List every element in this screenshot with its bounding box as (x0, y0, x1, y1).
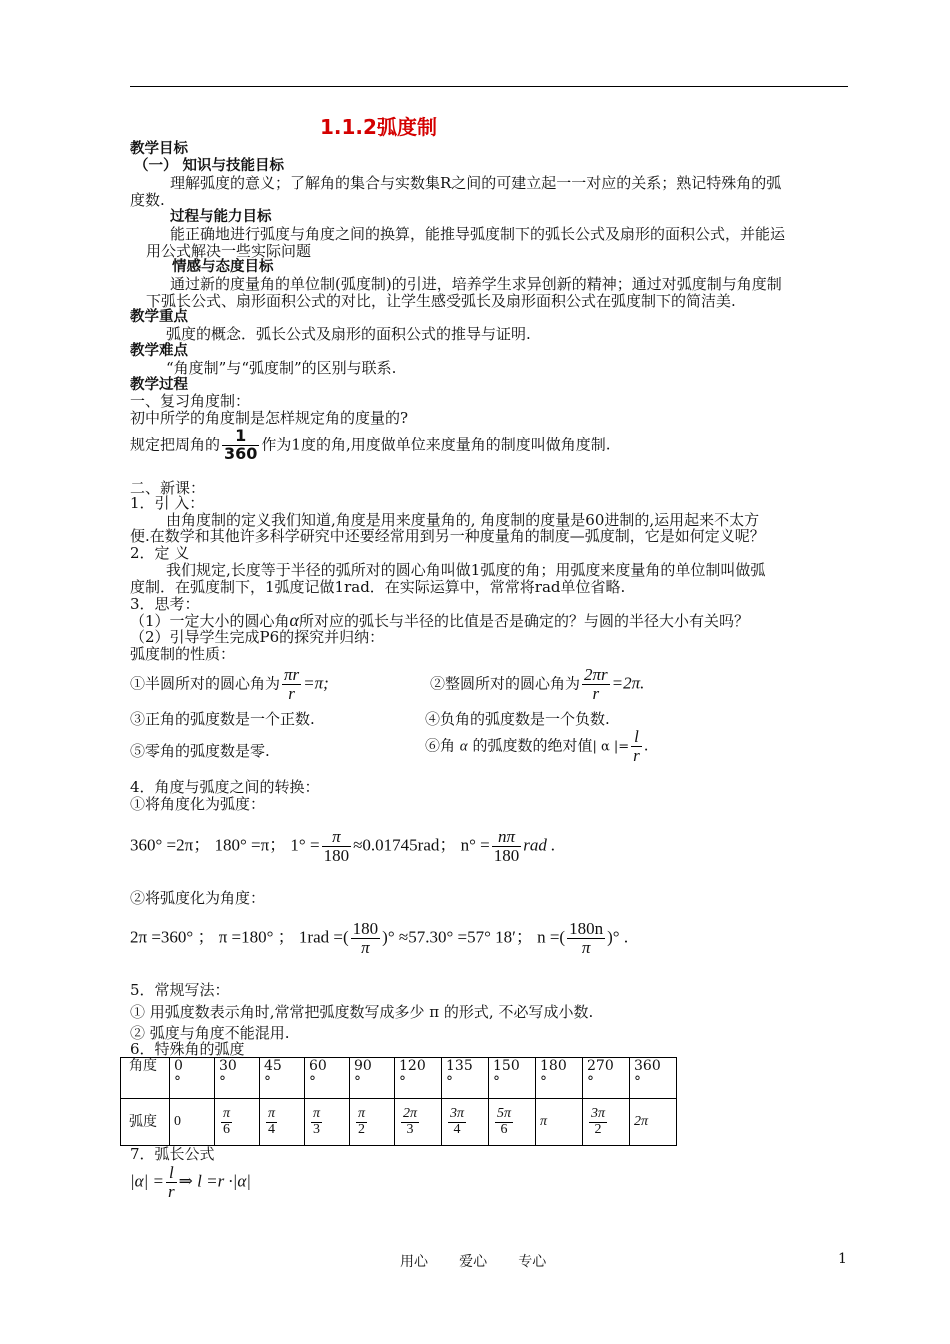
table-row-degrees (121, 1058, 677, 1099)
alpha-symbol: α (459, 738, 468, 755)
degree-value: 120 (399, 1058, 426, 1074)
section1-heading: 一、复习角度制： (130, 392, 251, 410)
frac-den: 360 (224, 443, 258, 463)
property-6-tail: . (643, 736, 649, 755)
formula3-fraction (166, 1164, 177, 1201)
property-6 (425, 728, 649, 765)
table-cell-degree (260, 1058, 305, 1099)
frac-num: l (166, 1164, 177, 1183)
degree-def-text-a: 规定把周角的 (130, 435, 221, 454)
property-3: ③正角的弧度数是一个正数. (130, 710, 315, 728)
formula-deg-to-rad (130, 828, 555, 865)
degree-mark: ° (219, 1074, 226, 1090)
notation-rule-2: ② 弧度与角度不能混用. (130, 1024, 290, 1042)
frac-den: 2 (594, 1121, 602, 1137)
section1-question: 初中所学的角度制是怎样规定角的度量的? (130, 409, 409, 427)
frac-den: 4 (268, 1121, 275, 1137)
frac-num: 2πr (584, 665, 608, 684)
radian-fraction (448, 1107, 466, 1137)
property-2-fraction (582, 666, 610, 703)
table-cell-degree (305, 1058, 350, 1099)
subsection-conversion: 4．角度与弧度之间的转换： (130, 778, 320, 796)
frac-den: 6 (223, 1121, 230, 1137)
formula3-part-a: |α| = (130, 1171, 164, 1191)
heading-goals: 教学目标 (130, 141, 188, 157)
footer-motto: 用心 爱心 专心 (400, 1254, 547, 1270)
property-2-text: ②整圆所对的圆心角为 (430, 674, 581, 693)
radian-fraction (589, 1107, 607, 1137)
degree-value: 60 (309, 1058, 327, 1074)
goal2-text-line1: 能正确地进行弧度与角度之间的换算，能推导弧度制下的弧长公式及扇形的面积公式，并能运 (170, 225, 786, 243)
property-1-tail: =π; (303, 673, 329, 693)
conversion-rad-to-deg: ②将弧度化为角度： (130, 889, 266, 907)
key-points-text: 弧度的概念．弧长公式及扇形的面积公式的推导与证明. (166, 325, 531, 343)
table-cell-degree (583, 1058, 630, 1099)
frac-num: l (631, 728, 642, 747)
frac-den: r (168, 1181, 175, 1201)
property-2 (430, 666, 644, 703)
degree-value: 270 (587, 1058, 614, 1074)
frac-num: 1 (222, 428, 259, 446)
subsection-special-angles: 6．特殊角的弧度 (130, 1040, 245, 1058)
table-cell-degree (442, 1058, 489, 1099)
frac-den: r (288, 683, 295, 703)
property-4: ④负角的弧度数是一个负数. (425, 710, 610, 728)
property-1 (130, 666, 329, 703)
table-cell-radian (260, 1099, 305, 1146)
table-row-radians (121, 1099, 677, 1146)
formula-arc-length (130, 1164, 251, 1201)
degree-value: 150 (493, 1058, 520, 1074)
heading-key-points: 教学重点 (130, 309, 188, 325)
goal2-text-line2: 用公式解决一些实际问题 (146, 242, 312, 260)
frac-num: πr (284, 665, 300, 684)
frac-den: π (361, 937, 370, 957)
definition-text-line2: 度制．在弧度制下，1弧度记做1rad．在实际运算中，常常将rad单位省略. (130, 578, 626, 596)
conversion-deg-to-rad: ①将角度化为弧度： (130, 795, 266, 813)
radian-fraction (401, 1107, 419, 1137)
formula2-fraction-a (351, 920, 381, 957)
table-row-head-radians: 弧度 (121, 1099, 170, 1146)
subsection-definition: 2．定 义 (130, 544, 190, 562)
table-cell-radian (489, 1099, 536, 1146)
radian-fraction (356, 1107, 367, 1137)
degree-value: 45 (264, 1058, 282, 1074)
heading-goal1: （一） 知识与技能目标 (134, 158, 285, 174)
frac-den: 2 (358, 1121, 365, 1137)
degree-mark: ° (446, 1074, 453, 1090)
degree-definition (130, 428, 611, 463)
header-rule (130, 86, 848, 87)
table-cell-degree (489, 1058, 536, 1099)
formula2-part-a: 2π =360° ； π =180° ； 1rad =( (130, 927, 349, 947)
frac-den: r (633, 745, 640, 765)
frac-num: 3π (591, 1105, 606, 1121)
frac-num: π (322, 828, 352, 847)
table-cell-degree (215, 1058, 260, 1099)
degree-value: 30 (219, 1058, 237, 1074)
table-cell-radian (215, 1099, 260, 1146)
property-6-fraction (631, 728, 642, 765)
frac-den: r (592, 683, 600, 703)
heading-difficulties: 教学难点 (130, 343, 188, 359)
degree-value: 0 (174, 1058, 183, 1074)
goal3-text-line1: 通过新的度量角的单位制(弧度制)的引进，培养学生求异创新的精神；通过对弧度制与角度制 (170, 275, 782, 293)
formula1-part-b: ≈0.01745rad； n° = (353, 835, 490, 855)
formula1-fraction-a (322, 828, 352, 865)
frac-den: 180 (493, 845, 520, 865)
table-cell-degree (536, 1058, 583, 1099)
page-number: 1 (838, 1251, 847, 1267)
formula1-part-c: rad . (523, 835, 556, 855)
special-angles-table (120, 1057, 677, 1146)
frac-num: π (313, 1105, 321, 1121)
degree-value: 135 (446, 1058, 473, 1074)
radian-fraction (221, 1107, 232, 1137)
frac-num: 5π (497, 1105, 512, 1121)
property-6-text-b: 的弧度数的绝对值 (472, 736, 593, 755)
frac-num: 3π (450, 1105, 465, 1121)
radian-value: 0 (174, 1114, 181, 1129)
radian-value: 2π (634, 1114, 649, 1129)
goal3-text-line2: 下弧长公式、扇形面积公式的对比，让学生感受弧长及扇形面积公式在弧度制下的简洁美. (146, 292, 736, 310)
think-q1-a: （1）一定大小的圆心角 (130, 612, 290, 630)
heading-goal2: 过程与能力目标 (170, 209, 272, 225)
frac-num: 180 (352, 919, 379, 938)
frac-num: π (268, 1105, 276, 1121)
degree-mark: ° (354, 1074, 361, 1090)
table-cell-radian (395, 1099, 442, 1146)
radian-value: π (540, 1114, 548, 1129)
formula1-fraction-b (492, 828, 522, 865)
degree-mark: ° (634, 1074, 641, 1090)
frac-num: nπ (492, 828, 522, 847)
degree-mark: ° (493, 1074, 500, 1090)
goal1-text-line2: 度数. (130, 191, 165, 209)
property-2-tail: =2π. (611, 673, 645, 693)
radian-fraction (311, 1107, 322, 1137)
frac-num: π (358, 1105, 366, 1121)
intro-text-line1: 由角度制的定义我们知道,角度是用来度量角的, 角度制的度量是60进制的,运用起来不太方 (166, 511, 760, 529)
table-cell-radian (170, 1099, 215, 1146)
radian-fraction (266, 1107, 277, 1137)
table-cell-radian (630, 1099, 677, 1146)
formula3-part-b: ⇒ l =r ·|α| (178, 1171, 251, 1191)
degree-value: 180 (540, 1058, 567, 1074)
alpha-symbol: α (289, 610, 299, 630)
subsection-intro: 1．引 入： (130, 494, 205, 512)
table-cell-radian (536, 1099, 583, 1146)
think-q1-b: 所对应的弧长与半径的比值是否是确定的？与圆的半径大小有关吗？ (299, 612, 750, 630)
heading-process: 教学过程 (130, 377, 188, 393)
degree-mark: ° (264, 1074, 271, 1090)
table-cell-degree (350, 1058, 395, 1099)
section2-heading: 二、新课： (130, 479, 206, 497)
table-cell-degree (395, 1058, 442, 1099)
formula1-part-a: 360° =2π； 180° =π； 1° = (130, 835, 320, 855)
degree-mark: ° (540, 1074, 547, 1090)
frac-num: π (223, 1105, 231, 1121)
think-question2: （2）引导学生完成P6的探究并归纳： (130, 628, 385, 646)
table-cell-radian (305, 1099, 350, 1146)
frac-num: 2π (403, 1105, 418, 1121)
degree-mark: ° (309, 1074, 316, 1090)
difficulties-text: “角度制”与“弧度制”的区别与联系. (166, 359, 397, 377)
degree-mark: ° (587, 1074, 594, 1090)
degree-mark: ° (174, 1074, 181, 1090)
abs-alpha: | α |= (592, 739, 630, 755)
degree-value: 90 (354, 1058, 372, 1074)
definition-text-line1: 我们规定,长度等于半径的弧所对的圆心角叫做1弧度的角；用弧度来度量角的单位制叫做弧 (166, 561, 766, 579)
frac-den: 3 (406, 1121, 414, 1137)
property-1-text: ①半圆所对的圆心角为 (130, 674, 281, 693)
page-title: 1.1.2弧度制 (320, 115, 437, 139)
formula2-part-b: )° ≈57.30° =57° 18′； n =( (382, 927, 566, 947)
frac-den: 180 (323, 845, 350, 865)
formula2-fraction-b (567, 920, 605, 957)
notation-rule-1: ① 用弧度数表示角时,常常把弧度数写成多少 π 的形式, 不必写成小数. (130, 1003, 594, 1021)
table-cell-degree (170, 1058, 215, 1099)
formula2-part-c: )° . (607, 927, 629, 947)
table-cell-radian (583, 1099, 630, 1146)
degree-value: 360 (634, 1058, 661, 1074)
subsection-notation: 5．常规写法： (130, 981, 230, 999)
property-1-fraction (282, 666, 301, 703)
frac-den: 4 (453, 1121, 461, 1137)
frac-den: π (581, 937, 591, 957)
frac-den: 6 (500, 1121, 508, 1137)
radian-fraction (495, 1107, 513, 1137)
table-cell-degree (630, 1058, 677, 1099)
frac-den: 3 (313, 1121, 320, 1137)
degree-mark: ° (399, 1074, 406, 1090)
table-cell-radian (442, 1099, 489, 1146)
subsection-think: 3．思考： (130, 595, 200, 613)
fraction-1-360 (222, 428, 259, 463)
table-cell-radian (350, 1099, 395, 1146)
property-5: ⑤零角的弧度数是零. (130, 742, 270, 760)
frac-num: 180n (569, 919, 604, 938)
property-6-text-a: ⑥角 (425, 736, 456, 755)
formula-rad-to-deg (130, 920, 628, 957)
subsection-arc-length: 7．弧长公式 (130, 1145, 215, 1163)
intro-text-line2: 便.在数学和其他许多科学研究中还要经常用到另一种度量角的制度—弧度制，它是如何定义呢？ (130, 527, 765, 545)
heading-goal3: 情感与态度目标 (172, 259, 274, 275)
properties-heading: 弧度制的性质： (130, 645, 236, 663)
table-row-head-degrees: 角度 (121, 1058, 170, 1099)
goal1-text-line1: 理解弧度的意义；了解角的集合与实数集R之间的可建立起一一对应的关系；熟记特殊角的弧 (170, 174, 782, 192)
degree-def-text-b: 作为1度的角,用度做单位来度量角的制度叫做角度制. (261, 435, 611, 454)
